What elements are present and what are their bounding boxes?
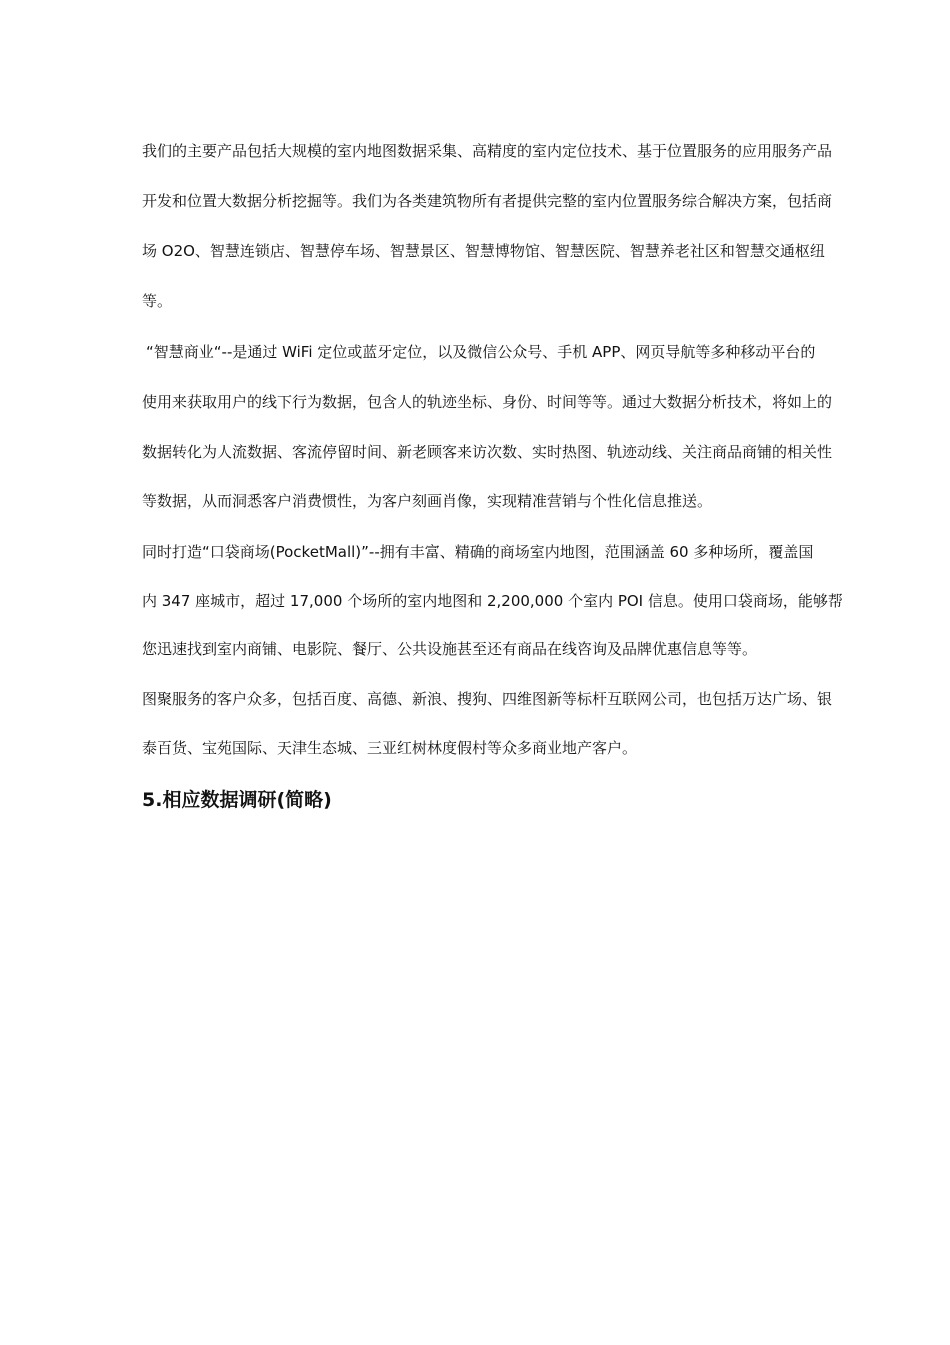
paragraph-2-line-1: “智慧商业“--是通过 WiFi 定位或蓝牙定位，以及微信公众号、手机 APP、网页导航等多种移动平台的: [146, 343, 816, 361]
paragraph-1-line-2: 开发和位置大数据分析挖掘等。我们为各类建筑物所有者提供完整的室内位置服务综合解决方案，包括商: [142, 192, 833, 210]
paragraph-1-line-4: 等。: [142, 292, 173, 310]
paragraph-1-line-3: 场 O2O、智慧连锁店、智慧停车场、智慧景区、智慧博物馆、智慧医院、智慧养老社区和智慧交通枢纽: [142, 242, 825, 260]
section-heading: 5.相应数据调研(简略): [142, 789, 332, 811]
paragraph-2-line-2: 使用来获取用户的线下行为数据，包含人的轨迹坐标、身份、时间等等。通过大数据分析技术，将如上的: [142, 393, 833, 411]
paragraph-4-line-1: 图聚服务的客户众多，包括百度、高德、新浪、搜狗、四维图新等标杆互联网公司，也包括万达广场、银: [142, 690, 833, 708]
paragraph-3-line-2: 内 347 座城市，超过 17,000 个场所的室内地图和 2,200,000 个室内 POI 信息。使用口袋商场，能够帮: [142, 592, 843, 610]
paragraph-1-line-1: 我们的主要产品包括大规模的室内地图数据采集、高精度的室内定位技术、基于位置服务的应用服务产品: [142, 142, 833, 160]
paragraph-3-line-3: 您迅速找到室内商铺、电影院、餐厅、公共设施甚至还有商品在线咨询及品牌优惠信息等等。: [142, 640, 758, 658]
paragraph-3-line-1: 同时打造“口袋商场(PocketMall)”--拥有丰富、精确的商场室内地图，范围涵盖 60 多种场所，覆盖国: [142, 543, 814, 561]
paragraph-2-line-3: 数据转化为人流数据、客流停留时间、新老顾客来访次数、实时热图、轨迹动线、关注商品商铺的相关性: [142, 443, 833, 461]
paragraph-4-line-2: 泰百货、宝苑国际、天津生态城、三亚红树林度假村等众多商业地产客户。: [142, 739, 638, 757]
paragraph-2-line-4: 等数据，从而洞悉客户消费惯性，为客户刻画肖像，实现精准营销与个性化信息推送。: [142, 492, 713, 510]
